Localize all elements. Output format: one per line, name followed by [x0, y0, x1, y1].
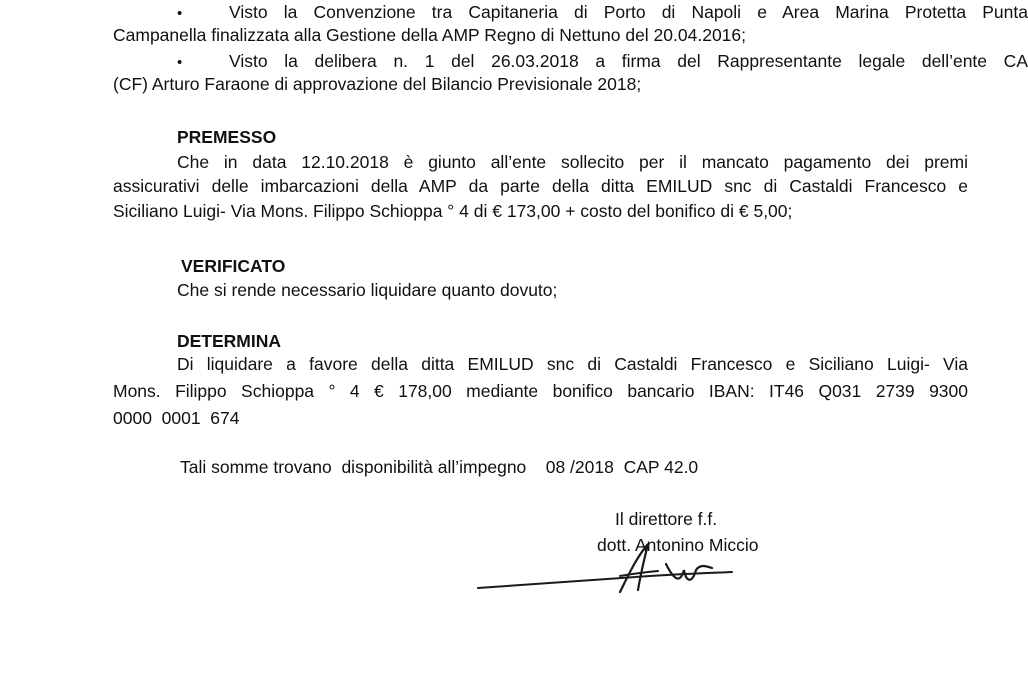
bullet-2-line-2: (CF) Arturo Faraone di approvazione del Bilancio Previsionale 2018; — [113, 74, 642, 94]
determina-line-2: Mons. Filippo Schioppa ° 4 € 178,00 mediante bonifico bancario IBAN: IT46 Q031 2739 9300 — [113, 381, 968, 401]
premesso-line-1: Che in data 12.10.2018 è giunto all’ente sollecito per il mancato pagamento dei premi — [177, 152, 968, 172]
signature-title: Il direttore f.f. — [615, 509, 718, 529]
handwritten-signature — [470, 540, 750, 610]
determina-line-3: 0000 0001 674 — [113, 408, 240, 428]
premesso-line-2: assicurativi delle imbarcazioni della AMP da parte della ditta EMILUD snc di Castaldi Francesco e — [113, 176, 968, 196]
bullet-marker: • — [177, 54, 183, 71]
verificato-line: Che si rende necessario liquidare quanto dovuto; — [177, 280, 558, 300]
premesso-line-3: Siciliano Luigi- Via Mons. Filippo Schioppa ° 4 di € 173,00 + costo del bonifico di € 5,00; — [113, 201, 793, 221]
funds-line: Tali somme trovano disponibilità all’impegno 08 /2018 CAP 42.0 — [180, 457, 699, 477]
verificato-heading: VERIFICATO — [181, 256, 286, 276]
bullet-marker: • — [177, 5, 183, 22]
determina-heading: DETERMINA — [177, 331, 282, 351]
signature-name: dott. Antonino Miccio — [597, 535, 759, 555]
bullet-2-line-1: Visto la delibera n. 1 del 26.03.2018 a firma del Rappresentante legale dell’ente CA — [229, 51, 1028, 71]
determina-line-1: Di liquidare a favore della ditta EMILUD snc di Castaldi Francesco e Siciliano Luigi- Via — [177, 354, 968, 374]
bullet-1-line-2: Campanella finalizzata alla Gestione della AMP Regno di Nettuno del 20.04.2016; — [113, 25, 747, 45]
premesso-heading: PREMESSO — [177, 127, 277, 147]
bullet-1-line-1: Visto la Convenzione tra Capitaneria di Porto di Napoli e Area Marina Protetta Punta — [229, 2, 1028, 22]
